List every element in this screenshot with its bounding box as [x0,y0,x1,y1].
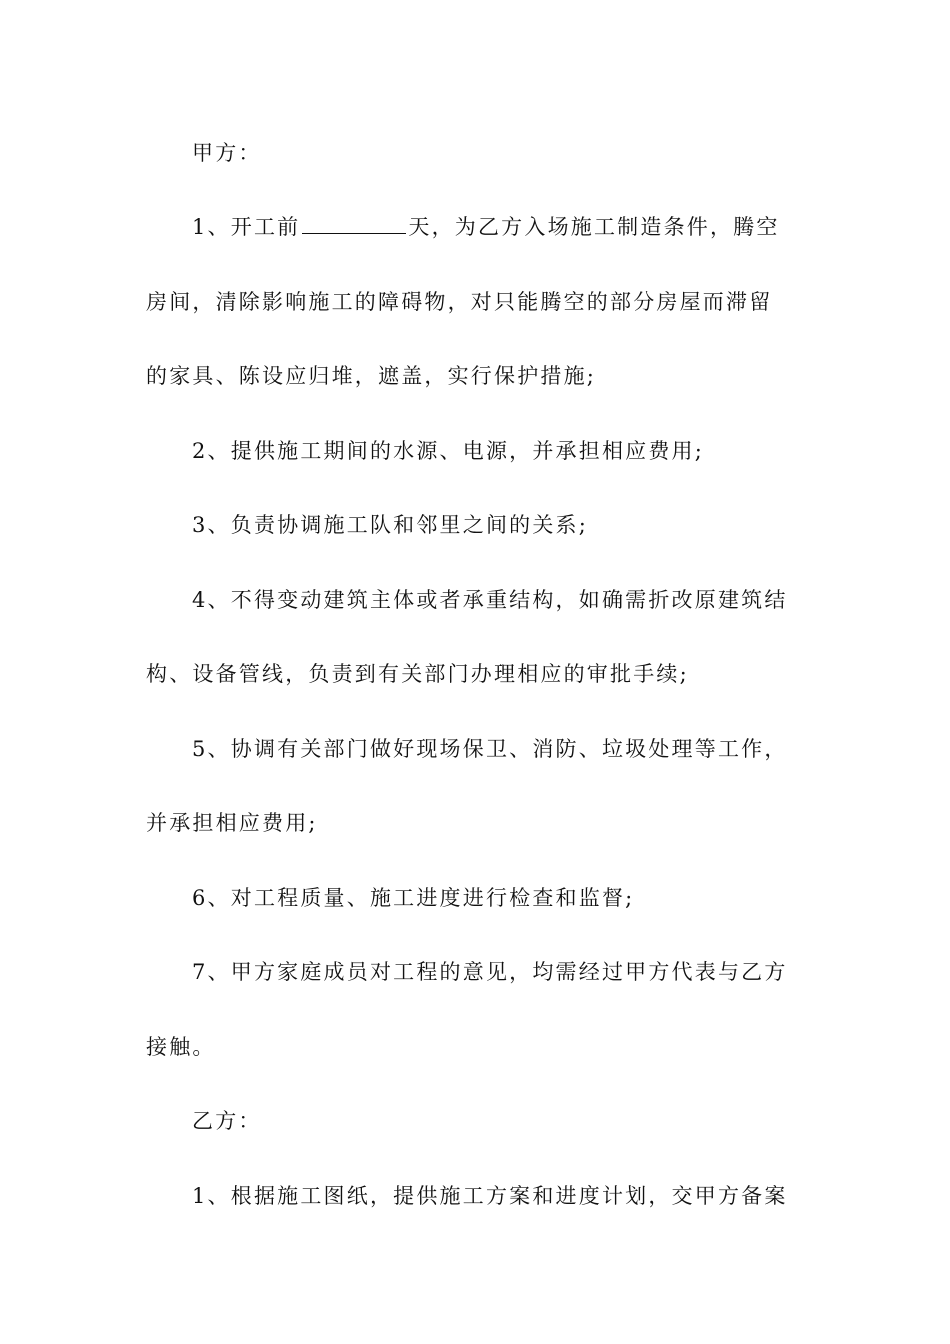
fill-in-blank [302,215,406,234]
party-b-heading: 乙方： [192,1109,262,1133]
party-a-item-7-line-2: 接触。 [146,1035,216,1059]
party-a-item-1-line-2: 房间，清除影响施工的障碍物，对只能腾空的部分房屋而滞留 [146,290,773,314]
party-a-item-1-line-1 [192,212,857,242]
party-a-item-6: 6、对工程质量、施工进度进行检查和监督; [192,886,635,910]
party-a-item-4-line-1: 4、不得变动建筑主体或者承重结构，如确需折改原建筑结 [192,588,788,612]
party-b-item-1-line-1: 1、根据施工图纸，提供施工方案和进度计划，交甲方备案 [192,1184,788,1208]
party-a-item-5-line-2: 并承担相应费用; [146,811,318,835]
party-a-item-5-line-1: 5、协调有关部门做好现场保卫、消防、垃圾处理等工作， [192,737,788,761]
party-a-item-3: 3、负责协调施工队和邻里之间的关系; [192,513,589,537]
party-a-item-7-line-1: 7、甲方家庭成员对工程的意见，均需经过甲方代表与乙方 [192,960,788,984]
party-a-item-2: 2、提供施工期间的水源、电源，并承担相应费用; [192,439,705,463]
party-a-item-1-line-3: 的家具、陈设应归堆，遮盖，实行保护措施; [146,364,597,388]
item-1-suffix: 天，为乙方入场施工制造条件，腾空 [408,215,780,239]
party-a-item-4-line-2: 构、设备管线，负责到有关部门办理相应的审批手续; [146,662,689,686]
party-a-heading: 甲方： [192,141,262,165]
item-1-prefix: 1、开工前 [192,215,301,239]
